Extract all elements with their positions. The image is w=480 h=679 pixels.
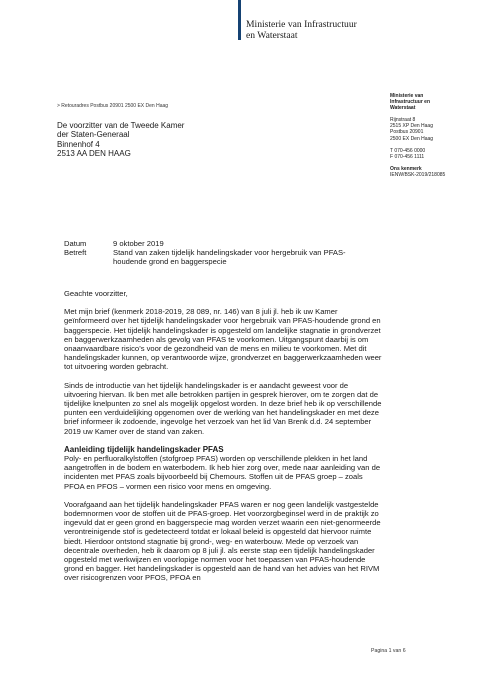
sidebar-phone: T 070-456 0000: [390, 147, 426, 154]
recipient-line: 2513 AA DEN HAAG: [57, 149, 131, 159]
date-value: 9 oktober 2019: [113, 239, 164, 248]
body-paragraph: Voorafgaand aan het tijdelijk handelingskader PFAS waren er nog geen landelijk vastgestelde bodemnormen voor de stoffen uit de PFAS-groep. Het voorzorgbeginsel werd in de praktijk zo ingevuld dat er geen grond en baggerspecie mag worden verzet waarin een niet-genormeerde verontreinigende stof is gedetecteerd totdat er lokaal beleid is opgesteld dat hiervoor ruimte biedt. Hierdoor ontstond stagnatie bij grond-, weg- en waterbouw. Mede op verzoek van decentrale overheden, heb ik daarom op 8 juli jl. als eerste stap een tijdelijk handelingskader opgesteld met werkwijzen en voorlopige normen voor het toepassen van PFAS-houdende grond en bagger. Het handelingskader is opgesteld aan de hand van het advies van het RIVM over risicogrenzen voor PFOS, PFOA en: [64, 499, 381, 583]
sidebar-address: 2515 XP Den Haag: [390, 123, 433, 130]
recipient-line: De voorzitter van de Tweede Kamer: [57, 121, 185, 130]
ministry-name-line1: Ministerie van Infrastructuur: [246, 19, 357, 30]
ministry-name-line2: en Waterstaat: [246, 30, 298, 41]
sidebar-fax: F 070-456 1111: [390, 153, 425, 160]
recipient-line: der Staten-Generaal: [57, 130, 130, 140]
date-row: [64, 239, 353, 248]
body-paragraph: Poly- en perfluoralkylstoffen (stofgroep PFAS) worden op verschillende plekken in het land aangetroffen in de bodem en waterbodem. Ik heb hier zorg over, mede naar aanleiding van de incidenten met PFAS zoals bijvoorbeeld bij Chemours. Stoffen uit de PFAS groep – zoals PFOA en PFOS – vormen een risico voor mens en omgeving.: [64, 454, 381, 491]
section-heading: Aanleiding tijdelijk handelingskader PFAS: [64, 444, 224, 454]
sidebar-org: Waterstaat: [390, 105, 416, 112]
sidebar-address: Postbus 20901: [390, 129, 424, 136]
subject-label: Betreft: [64, 248, 87, 257]
letter-meta: [64, 239, 353, 266]
salutation: Geachte voorzitter,: [64, 289, 128, 298]
sidebar-reference-value: IENW/BSK-2019/218085: [390, 171, 446, 178]
sidebar-address: Rijnstraat 8: [390, 117, 416, 124]
return-address: > Retouradres Postbus 20901 2500 EX Den Haag: [57, 103, 169, 109]
sidebar-org: Infrastructuur en: [390, 99, 431, 106]
government-logo-bar: [238, 0, 241, 40]
sidebar-org: Ministerie van: [390, 93, 424, 99]
sidebar-reference-label: Ons kenmerk: [390, 165, 422, 172]
body-paragraph: Sinds de introductie van het tijdelijk handelingskader is er aandacht geweest voor de uitvoering hiervan. Ik ben met alle betrokken partijen in gesprek hierover, om te zorgen dat de tijdelijke knelpunten zo snel als mogelijk opgelost worden. In deze brief heb ik op verschillende punten een verduidelijking opgenomen over de werking van het handelingskader en met deze brief informeer ik zodoende, ingevolge het verzoek van het lid Van Brenk d.d. 24 september 2019 uw Kamer over de stand van zaken.: [64, 380, 382, 436]
sidebar-address: 2500 EX Den Haag: [390, 135, 434, 142]
recipient-address: [57, 121, 184, 159]
date-label: Datum: [64, 239, 87, 248]
body-paragraph: Met mijn brief (kenmerk 2018-2019, 28 089, nr. 146) van 8 juli jl. heb ik uw Kamer geïnformeerd over het tijdelijk handelingskader voor hergebruik van PFAS-houdende grond en baggerspecie. Het tijdelijk handelingskader is opgesteld om landelijke stagnatie in grondverzet en baggerwerkzaamheden als gevolg van PFAS te voorkomen. Uitgangspunt daarbij is om onaanvaardbare risico’s voor de gezondheid van de mens en milieu te voorkomen. Met dit handelingskader kunnen, op verantwoorde wijze, grondverzet en baggerwerkzaamheden weer tot uitvoering worden gebracht.: [64, 307, 382, 372]
sender-sidebar: [390, 93, 480, 178]
subject-row: [64, 248, 353, 266]
page-number: Pagina 1 van 6: [371, 648, 406, 654]
recipient-line: Binnenhof 4: [57, 139, 100, 149]
subject-value: Stand van zaken tijdelijk handelingskader voor hergebruik van PFAS-houdende grond en baggerspecie: [113, 248, 346, 266]
letter-body: [64, 289, 382, 592]
ministry-header: [246, 19, 446, 41]
